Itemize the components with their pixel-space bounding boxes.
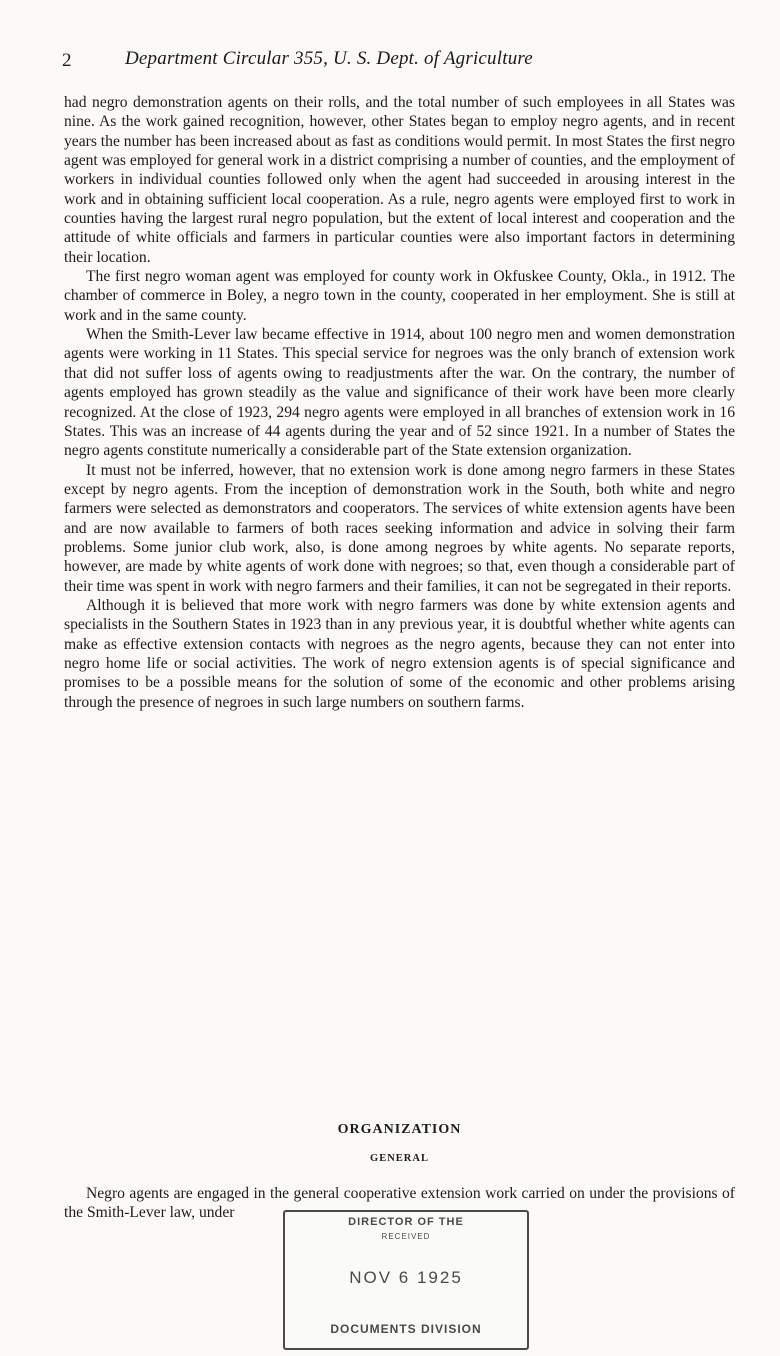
page-number: 2 — [62, 50, 72, 71]
section-heading: ORGANIZATION — [337, 1122, 462, 1137]
section-subheading: GENERAL — [370, 1153, 429, 1164]
paragraph: It must not be inferred, however, that no extension work is done among negro farmers in these States except by negro agents. From the inception of demonstration work in the South, both white and negro farmers were selected as demonstrators and cooperators. The services of white extension agents have been and are now available to farmers of both races seeking information and advice in solving their farm problems. Some junior club work, also, is done among negroes by white agents. No separate reports, however, are made by white agents of work done with negroes; so that, even though a considerable part of their time was spent in work with negro farmers and their families, it can not be segregated in their reports. — [64, 461, 735, 595]
stamp-date: NOV 6 1925 — [349, 1268, 463, 1287]
stamp-line: DIRECTOR OF THE — [348, 1216, 464, 1228]
stamp-received-label: RECEIVED — [381, 1232, 431, 1241]
paragraph: When the Smith-Lever law became effective in 1914, about 100 negro men and women demonstration agents were working in 11 States. This special service for negroes was the only branch of extension work that did not suffer loss of agents owing to readjustments after the war. On the contrary, the number of agents employed has grown steadily as the value and significance of their work have been more clearly recognized. At the close of 1923, 294 negro agents were employed in all branches of extension work in 16 States. This was an increase of 44 agents during the year and of 52 since 1921. In a number of States the negro agents constitute numerically a considerable part of the State extension organization. — [64, 326, 735, 460]
stamp-division: DOCUMENTS DIVISION — [330, 1322, 482, 1336]
paragraph: The first negro woman agent was employed for county work in Okfuskee County, Okla., in 1912. The chamber of commerce in Boley, a negro town in the county, cooperated in her employment. She is still at work and in the same county. — [64, 268, 735, 324]
circular-title: Department Circular 355, U. S. Dept. of Agriculture — [125, 48, 533, 69]
paragraph: Although it is believed that more work with negro farmers was done by white extension agents and specialists in the Southern States in 1923 than in any previous year, it is doubtful whether white agents can make as effective extension contacts with negroes as the negro agents, because they can not enter into negro home life or social activities. The work of negro extension agents is of special significance and promises to be a possible means for the solution of some of the economic and other problems arising through the presence of negroes in such large numbers on southern farms. — [64, 596, 735, 711]
paragraph: had negro demonstration agents on their rolls, and the total number of such employees in all States was nine. As the work gained recognition, however, other States began to employ negro agents, and in recent years the number has been increased about as fast as conditions would permit. In most States the first negro agent was employed for general work in a district comprising a number of counties, and the employment of workers in individual counties followed only when the agent had succeeded in arousing interest in the work and in obtaining sufficient local cooperation. As a rule, negro agents were employed first to work in counties having the largest rural negro population, but the extent of local interest and cooperation and the attitude of white officials and farmers in particular counties were also important factors in determining their location. — [64, 94, 735, 266]
body-text — [64, 93, 735, 712]
paragraph: Negro agents are engaged in the general cooperative extension work carried on under the provisions of the Smith-Lever law, under — [64, 1185, 735, 1222]
received-stamp — [283, 1210, 529, 1350]
